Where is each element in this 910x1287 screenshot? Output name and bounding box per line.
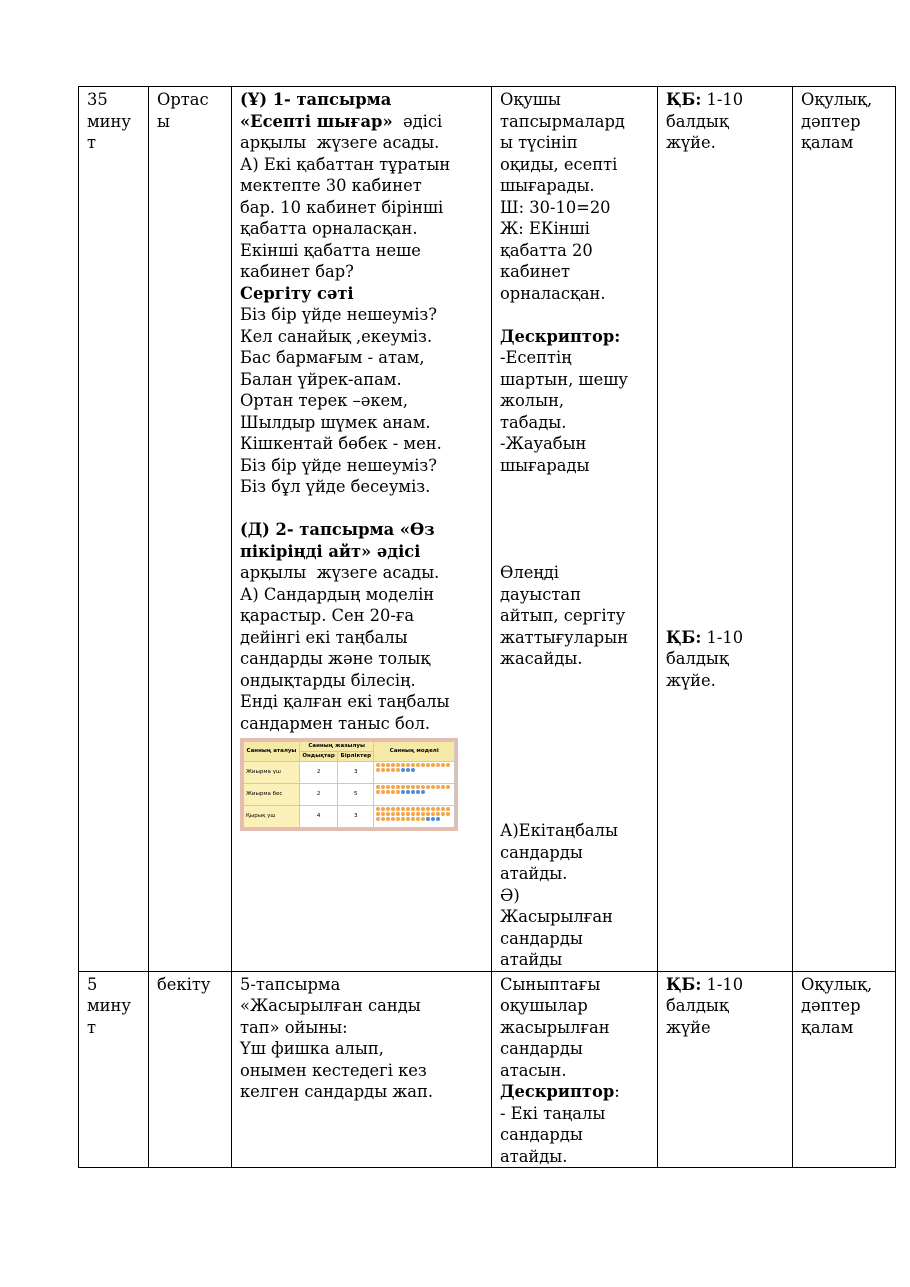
ten-dot — [441, 807, 445, 811]
ten-dot — [386, 812, 390, 816]
student-text: А)Екітаңбалы — [500, 821, 618, 840]
student-text: айтып, сергіту — [500, 606, 626, 625]
student-text: шартын, шешу — [500, 369, 628, 389]
ten-dot — [396, 785, 400, 789]
figure-ones: 3 — [338, 806, 374, 828]
ten-dot — [416, 812, 420, 816]
student-text: ы түсініп — [500, 133, 578, 152]
task-text: тап» ойыны: — [240, 1017, 348, 1037]
dot-model — [376, 807, 450, 821]
time-text: 5 — [87, 974, 98, 994]
task-text: Енді қалған екі таңбалы — [240, 692, 450, 711]
one-dot — [406, 768, 410, 772]
task-title: (Ұ) 1- тапсырма — [240, 90, 392, 109]
ten-dot — [441, 812, 445, 816]
ten-dot — [436, 763, 440, 767]
ten-dot — [396, 807, 400, 811]
figure-tens: 2 — [299, 762, 337, 784]
descriptor-label: Дескриптор: — [500, 326, 621, 346]
descriptor-label: Дескриптор — [500, 1082, 615, 1101]
figure-header: Бірліктер — [338, 752, 374, 762]
descriptor-colon: : — [614, 1082, 620, 1101]
stage-text: ы — [157, 111, 170, 131]
ten-dot — [386, 807, 390, 811]
student-text: тапсырмалард — [500, 111, 625, 131]
ten-dot — [441, 785, 445, 789]
ten-dot — [416, 785, 420, 789]
student-text: Ж: ЕКінші — [500, 219, 590, 238]
ten-dot — [381, 807, 385, 811]
ten-dot — [391, 763, 395, 767]
assessment-text: 1-10 — [701, 627, 744, 647]
ten-dot — [396, 768, 400, 772]
ten-dot — [396, 790, 400, 794]
ten-dot — [386, 763, 390, 767]
one-dot — [436, 817, 440, 821]
student-text: -Есептің — [500, 348, 572, 367]
poem-line: Балан үйрек-апам. — [240, 369, 402, 389]
number-model-figure — [240, 738, 458, 831]
student-text: Өлеңді — [500, 563, 559, 582]
student-text: оқиды, есепті — [500, 154, 618, 174]
ten-dot — [376, 790, 380, 794]
assessment-text: жүйе. — [666, 670, 716, 690]
student-text: кабинет — [500, 262, 571, 281]
student-text: жасайды. — [500, 649, 583, 668]
student-text: сандарды — [500, 1039, 583, 1058]
student-activity-cell — [492, 971, 658, 1168]
figure-row — [244, 806, 455, 828]
student-text: Ш: 30-10=20 — [500, 197, 611, 217]
ten-dot — [416, 807, 420, 811]
student-text: -Жауабын — [500, 434, 587, 453]
ten-dot — [396, 817, 400, 821]
figure-header: Санның жазылуы — [299, 742, 373, 752]
ten-dot — [411, 812, 415, 816]
ten-dot — [421, 785, 425, 789]
figure-number-name: Жиырма бес — [244, 784, 300, 806]
student-text: жасырылған — [500, 1017, 610, 1037]
student-text: Сыныптағы — [500, 974, 601, 994]
ten-dot — [381, 817, 385, 821]
one-dot — [426, 817, 430, 821]
ten-dot — [446, 785, 450, 789]
ten-dot — [381, 768, 385, 772]
time-text: 35 — [87, 90, 108, 109]
assessment-text: 1-10 — [701, 974, 744, 994]
ten-dot — [376, 763, 380, 767]
task-text: арқылы жүзеге асады. — [240, 133, 440, 152]
ten-dot — [376, 807, 380, 811]
time-text: мину — [87, 111, 131, 131]
resource-text: Оқулық, — [801, 90, 873, 109]
ten-dot — [431, 763, 435, 767]
ten-dot — [391, 790, 395, 794]
assessment-text: балдық — [666, 996, 729, 1015]
figure-model — [374, 784, 455, 806]
ten-dot — [436, 807, 440, 811]
one-dot — [401, 768, 405, 772]
ten-dot — [446, 812, 450, 816]
student-activity-cell — [492, 87, 658, 972]
resource-text: қалам — [801, 1017, 854, 1037]
task-text: Екінші қабатта неше — [240, 240, 421, 260]
ten-dot — [426, 763, 430, 767]
ten-dot — [431, 812, 435, 816]
student-text: атайды. — [500, 864, 568, 883]
method-name: «Есепті шығар» — [240, 111, 393, 131]
figure-number-name: Қырық үш — [244, 806, 300, 828]
student-text: табады. — [500, 412, 567, 432]
assessment-cell — [658, 971, 793, 1168]
figure-model — [374, 806, 455, 828]
method-suffix: әдісі — [392, 111, 443, 131]
assessment-text: балдық — [666, 111, 729, 131]
ten-dot — [391, 812, 395, 816]
ten-dot — [436, 785, 440, 789]
assessment-text: жүйе — [666, 1017, 711, 1037]
stage-cell — [149, 971, 232, 1168]
task-text: мектепте 30 кабинет — [240, 176, 422, 195]
student-text: орналасқан. — [500, 283, 606, 303]
one-dot — [416, 790, 420, 794]
figure-model — [374, 762, 455, 784]
ten-dot — [381, 785, 385, 789]
ten-dot — [391, 785, 395, 789]
number-model-table — [243, 741, 455, 828]
student-text: жаттығуларын — [500, 627, 629, 647]
ten-dot — [376, 768, 380, 772]
ten-dot — [406, 807, 410, 811]
poem-line: Кішкентай бөбек - мен. — [240, 434, 442, 453]
ten-dot — [411, 763, 415, 767]
student-text: қабатта 20 — [500, 240, 593, 260]
stage-text: бекіту — [157, 974, 211, 994]
time-text: мину — [87, 996, 131, 1015]
figure-row — [244, 784, 455, 806]
figure-ones: 5 — [338, 784, 374, 806]
ten-dot — [406, 785, 410, 789]
one-dot — [421, 790, 425, 794]
task-text: сандармен таныс бол. — [240, 713, 431, 733]
teacher-activity-cell — [232, 971, 492, 1168]
ten-dot — [436, 812, 440, 816]
warmup-title: Сергіту сәті — [240, 283, 354, 303]
ten-dot — [376, 817, 380, 821]
ten-dot — [421, 817, 425, 821]
ten-dot — [441, 763, 445, 767]
ten-dot — [401, 812, 405, 816]
lesson-plan-table — [78, 86, 896, 1168]
ten-dot — [376, 812, 380, 816]
ten-dot — [421, 763, 425, 767]
student-text: сандарды — [500, 928, 583, 948]
dot-model — [376, 763, 450, 772]
student-text: - Екі таңалы — [500, 1103, 606, 1123]
ten-dot — [416, 817, 420, 821]
figure-header: Санның аталуы — [244, 742, 300, 762]
figure-tens: 4 — [299, 806, 337, 828]
assessment-text: 1-10 — [701, 90, 744, 109]
ten-dot — [426, 785, 430, 789]
task-text: «Жасырылған санды — [240, 996, 421, 1015]
assessment-text: жүйе. — [666, 133, 716, 152]
ten-dot — [401, 807, 405, 811]
resource-text: қалам — [801, 133, 854, 152]
ten-dot — [406, 812, 410, 816]
poem-line: Шылдыр шүмек анам. — [240, 412, 431, 432]
ten-dot — [431, 807, 435, 811]
task-text: онымен кестедегі кез — [240, 1060, 427, 1080]
task-text: ондықтарды білесің. — [240, 670, 416, 690]
ten-dot — [376, 785, 380, 789]
ten-dot — [381, 763, 385, 767]
resource-text: дәптер — [801, 111, 861, 131]
figure-tens: 2 — [299, 784, 337, 806]
task-text: қабатта орналасқан. — [240, 219, 418, 238]
assessment-label: ҚБ: — [666, 974, 702, 994]
ten-dot — [381, 790, 385, 794]
ten-dot — [391, 817, 395, 821]
student-text: Ә) — [500, 885, 520, 905]
task-text: Үш фишка алып, — [240, 1039, 384, 1058]
student-text: оқушылар — [500, 996, 588, 1015]
ten-dot — [396, 763, 400, 767]
table-row — [79, 87, 896, 972]
task-text: келген сандарды жап. — [240, 1082, 434, 1101]
task-title: (Д) 2- тапсырма «Өз — [240, 520, 435, 539]
ten-dot — [411, 807, 415, 811]
one-dot — [431, 817, 435, 821]
ten-dot — [446, 763, 450, 767]
student-text: атайды. — [500, 1146, 568, 1166]
time-cell — [79, 87, 149, 972]
ten-dot — [406, 763, 410, 767]
one-dot — [411, 768, 415, 772]
student-text: Оқушы — [500, 90, 561, 109]
task-text: бар. 10 кабинет бірінші — [240, 197, 444, 217]
ten-dot — [401, 763, 405, 767]
task-title: пікіріңді айт» әдісі — [240, 541, 421, 561]
resource-text: дәптер — [801, 996, 861, 1015]
resources-cell — [793, 971, 896, 1168]
poem-line: Бас бармағым - атам, — [240, 348, 425, 367]
table-row — [79, 971, 896, 1168]
ten-dot — [381, 812, 385, 816]
ten-dot — [396, 812, 400, 816]
figure-header: Санның моделі — [374, 742, 455, 762]
student-text: сандарды — [500, 842, 583, 862]
stage-text: Ортас — [157, 90, 209, 109]
student-text: шығарады — [500, 455, 590, 475]
student-text: сандарды — [500, 1125, 583, 1144]
assessment-text: балдық — [666, 649, 729, 668]
ten-dot — [386, 768, 390, 772]
poem-line: Біз бұл үйде бесеуміз. — [240, 477, 431, 496]
poem-line: Біз бір үйде нешеуміз? — [240, 455, 438, 475]
ten-dot — [411, 817, 415, 821]
task-text: қарастыр. Сен 20-ға — [240, 606, 415, 625]
student-text: дауыстап — [500, 584, 581, 604]
poem-line: Біз бір үйде нешеуміз? — [240, 305, 438, 324]
resources-cell — [793, 87, 896, 972]
ten-dot — [401, 817, 405, 821]
one-dot — [401, 790, 405, 794]
task-text: арқылы жүзеге асады. — [240, 563, 440, 582]
ten-dot — [406, 817, 410, 821]
student-text: Жасырылған — [500, 907, 613, 926]
poem-line: Ортан терек –әкем, — [240, 391, 408, 410]
time-text: т — [87, 1017, 97, 1037]
ten-dot — [426, 807, 430, 811]
one-dot — [406, 790, 410, 794]
student-text: шығарады. — [500, 176, 595, 195]
ten-dot — [386, 817, 390, 821]
dot-model — [376, 785, 450, 794]
student-text: жолын, — [500, 391, 565, 410]
ten-dot — [446, 807, 450, 811]
time-text: т — [87, 133, 97, 152]
resource-text: Оқулық, — [801, 974, 873, 994]
student-text: атайды — [500, 950, 563, 969]
figure-header: Ондықтар — [299, 752, 337, 762]
ten-dot — [426, 812, 430, 816]
assessment-cell — [658, 87, 793, 972]
task-text: А) Екі қабаттан тұратын — [240, 154, 451, 174]
assessment-label: ҚБ: — [666, 627, 702, 647]
ten-dot — [411, 785, 415, 789]
time-cell — [79, 971, 149, 1168]
ten-dot — [421, 812, 425, 816]
ten-dot — [416, 763, 420, 767]
teacher-activity-cell — [232, 87, 492, 972]
figure-ones: 3 — [338, 762, 374, 784]
ten-dot — [391, 768, 395, 772]
ten-dot — [421, 807, 425, 811]
task-text: кабинет бар? — [240, 262, 354, 281]
figure-number-name: Жиырма үш — [244, 762, 300, 784]
task-text: сандарды және толық — [240, 649, 431, 668]
ten-dot — [401, 785, 405, 789]
stage-cell — [149, 87, 232, 972]
ten-dot — [386, 790, 390, 794]
figure-row — [244, 762, 455, 784]
ten-dot — [391, 807, 395, 811]
task-text: дейінгі екі таңбалы — [240, 627, 408, 647]
ten-dot — [386, 785, 390, 789]
poem-line: Кел санайық ,екеуміз. — [240, 326, 433, 346]
task-text: А) Сандардың моделін — [240, 584, 435, 604]
assessment-label: ҚБ: — [666, 90, 702, 109]
task-text: 5-тапсырма — [240, 974, 341, 994]
student-text: атасын. — [500, 1060, 567, 1080]
one-dot — [411, 790, 415, 794]
ten-dot — [431, 785, 435, 789]
